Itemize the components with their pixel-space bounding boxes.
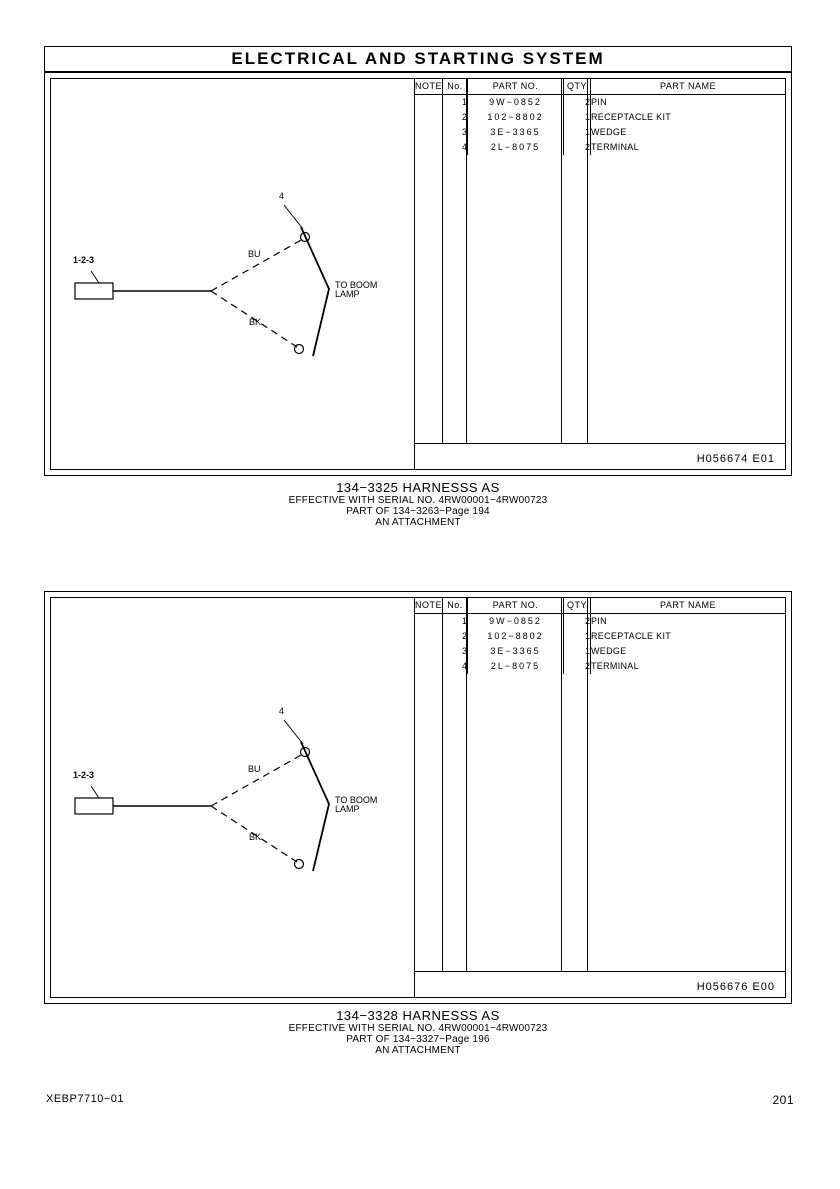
document-code-1: H056674 E01	[696, 453, 775, 465]
table-row	[415, 659, 785, 674]
cell-qty: 1	[564, 629, 591, 644]
parts-table-1-bottom-rule	[415, 443, 785, 444]
col-header-part-name: PART NAME	[591, 598, 786, 614]
cell-qty: 2	[564, 95, 591, 111]
table-row	[415, 629, 785, 644]
table-row	[415, 125, 785, 140]
cell-qty: 1	[564, 125, 591, 140]
harness-diagram-2	[51, 598, 414, 997]
caption-1-partof: PART OF 134−3263−Page 194	[346, 506, 490, 517]
cell-qty: 2	[564, 659, 591, 674]
wire-color-bu-label: BU	[248, 764, 261, 774]
cell-no: 4	[443, 140, 468, 155]
cell-part-name: RECEPTACLE KIT	[591, 112, 672, 122]
cell-no: 4	[443, 659, 468, 674]
cell-no: 1	[443, 95, 468, 111]
figure-block-1	[44, 72, 792, 476]
col-header-part-no: PART NO.	[468, 598, 564, 614]
cell-part-no: 9W−0852	[468, 614, 564, 630]
cell-part-no: 102−8802	[468, 629, 564, 644]
cell-no: 3	[443, 125, 468, 140]
cell-note	[415, 140, 443, 155]
cell-part-name: PIN	[591, 616, 607, 626]
cell-part-name: TERMINAL	[591, 142, 639, 152]
cell-note	[415, 644, 443, 659]
cell-part-name: WEDGE	[591, 646, 627, 656]
cell-part-no: 3E−3365	[468, 125, 564, 140]
figure-caption-2	[44, 1008, 792, 1056]
connector-label: 1-2-3	[73, 770, 95, 780]
cell-part-name: RECEPTACLE KIT	[591, 631, 672, 641]
document-code-2: H056676 E00	[696, 981, 775, 993]
callout-4-label: 4	[279, 706, 285, 716]
table-row	[415, 110, 785, 125]
col-header-note: NOTE	[415, 598, 443, 614]
footer-document-number: XEBP7710−01	[46, 1093, 124, 1105]
caption-2-title: 134−3328 HARNESSS AS	[336, 1008, 500, 1023]
cell-no: 3	[443, 644, 468, 659]
cell-no: 2	[443, 110, 468, 125]
caption-1-attachment: AN ATTACHMENT	[375, 517, 461, 528]
caption-1-title: 134−3325 HARNESSS AS	[336, 480, 500, 495]
table-header-row	[415, 598, 785, 614]
destination-label-line1: TO BOOM	[335, 795, 378, 805]
table-row	[415, 95, 785, 111]
cell-note	[415, 110, 443, 125]
caption-2-effectivity: EFFECTIVE WITH SERIAL NO. 4RW00001−4RW00723	[288, 1023, 548, 1034]
cell-part-no: 102−8802	[468, 110, 564, 125]
cell-note	[415, 629, 443, 644]
callout-4-label: 4	[279, 191, 285, 201]
cell-part-no: 9W−0852	[468, 95, 564, 111]
footer-page-number: 201	[772, 1093, 794, 1107]
cell-qty: 2	[564, 140, 591, 155]
cell-no: 2	[443, 629, 468, 644]
col-header-no: No.	[443, 79, 468, 95]
caption-2-attachment: AN ATTACHMENT	[375, 1045, 461, 1056]
figure-block-1-inner	[50, 78, 786, 470]
cell-part-no: 3E−3365	[468, 644, 564, 659]
wire-color-bk-label: BK	[249, 832, 262, 842]
parts-table-2-bottom-rule	[415, 971, 785, 972]
col-header-note: NOTE	[415, 79, 443, 95]
cell-qty: 2	[564, 614, 591, 630]
table-row	[415, 614, 785, 630]
table-row	[415, 644, 785, 659]
parts-table-2	[414, 598, 785, 997]
col-header-qty: QTY	[564, 79, 591, 95]
cell-part-no: 2L−8075	[468, 140, 564, 155]
parts-table-1	[414, 79, 785, 469]
harness-diagram-1	[51, 79, 414, 469]
cell-part-name: WEDGE	[591, 127, 627, 137]
caption-1-effectivity: EFFECTIVE WITH SERIAL NO. 4RW00001−4RW00723	[288, 495, 548, 506]
cell-qty: 1	[564, 110, 591, 125]
figure-block-2-inner	[50, 597, 786, 998]
cell-note	[415, 614, 443, 630]
cell-note	[415, 125, 443, 140]
table-row	[415, 140, 785, 155]
cell-part-name: PIN	[591, 97, 607, 107]
destination-label-line2: LAMP	[335, 804, 360, 814]
cell-no: 1	[443, 614, 468, 630]
page-title: ELECTRICAL AND STARTING SYSTEM	[231, 49, 605, 68]
page-title-bar	[44, 46, 792, 72]
cell-note	[415, 95, 443, 111]
cell-part-name: TERMINAL	[591, 661, 639, 671]
connector-label: 1-2-3	[73, 255, 95, 265]
cell-qty: 1	[564, 644, 591, 659]
table-header-row	[415, 79, 785, 95]
destination-label-line1: TO BOOM	[335, 280, 378, 290]
caption-2-partof: PART OF 134−3327−Page 196	[346, 1034, 490, 1045]
figure-block-2	[44, 591, 792, 1004]
wire-color-bu-label: BU	[248, 249, 261, 259]
cell-note	[415, 659, 443, 674]
col-header-no: No.	[443, 598, 468, 614]
col-header-part-no: PART NO.	[468, 79, 564, 95]
destination-label-line2: LAMP	[335, 289, 360, 299]
col-header-part-name: PART NAME	[591, 79, 786, 95]
wire-color-bk-label: BK	[249, 317, 262, 327]
col-header-qty: QTY	[564, 598, 591, 614]
figure-caption-1	[44, 480, 792, 528]
cell-part-no: 2L−8075	[468, 659, 564, 674]
